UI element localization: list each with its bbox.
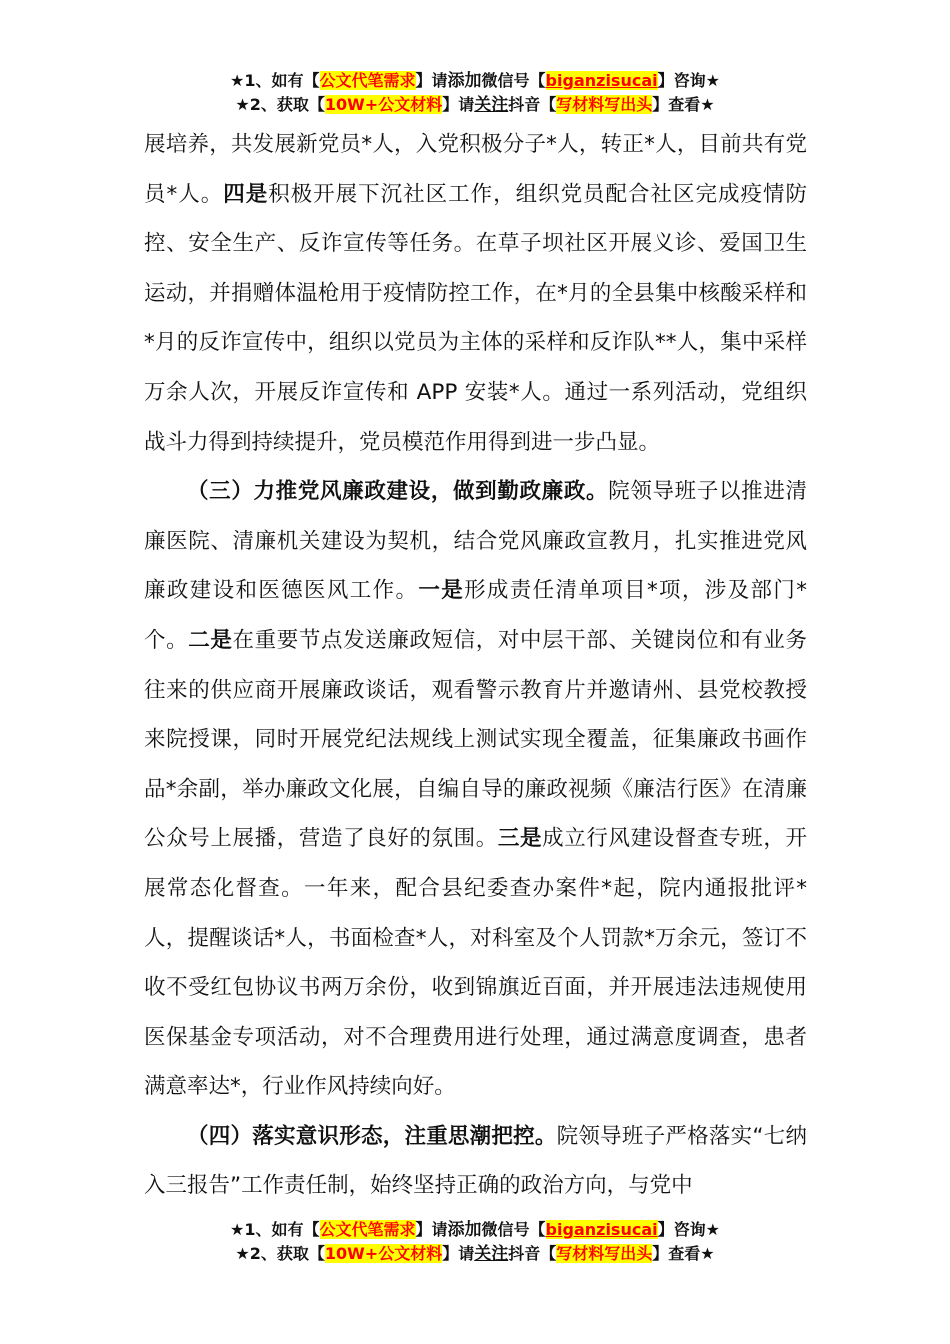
banner-douyin-account: 写材料写出头 bbox=[556, 1244, 653, 1263]
banner-emphasis: 关注 bbox=[474, 95, 509, 115]
text-run: 在重要节点发送廉政短信，对中层干部、关键岗位和有业务往来的供应商开展廉政谈话，观看警示教育片并邀请州、县党校教授来院授课，同时开展党纪法规线上测试实现全覆盖，征集廉政书画作品*余副，举办廉政文化展，自编自导的廉政视频《廉洁行医》在清廉公众号上展播，营造了良好的氛围。 bbox=[144, 627, 807, 852]
text-run: 院领导班子以推进清廉医院、清廉机关建设为契机，结合党风廉政宣教月，扎实推进党风廉政建设和医德医风工作。 bbox=[144, 479, 807, 604]
banner-text: 】请 bbox=[415, 1220, 448, 1239]
bold-text-run: 一是 bbox=[418, 578, 465, 604]
banner-emphasis: 添加 bbox=[447, 1220, 482, 1240]
banner-text: 】请 bbox=[442, 95, 475, 114]
banner-text: ★1、如有【 bbox=[230, 1220, 320, 1239]
paragraph bbox=[144, 467, 807, 1112]
text-run: 形成责任清单项目*项，涉及部门*个。 bbox=[144, 578, 807, 653]
banner-douyin-account: 写材料写出头 bbox=[556, 95, 653, 114]
banner-text: 抖音【 bbox=[508, 1244, 557, 1263]
banner-wechat-id: biganzisucai bbox=[545, 71, 658, 90]
banner-text: 】咨询★ bbox=[657, 1220, 720, 1239]
banner-highlight: 公文代笔需求 bbox=[319, 1220, 416, 1239]
banner-line-2 bbox=[0, 93, 950, 117]
banner-text: 】查看★ bbox=[652, 1244, 715, 1263]
banner-text: 微信号【 bbox=[481, 1220, 546, 1239]
banner-emphasis: 添加 bbox=[447, 71, 482, 91]
banner-text: 】请 bbox=[415, 71, 448, 90]
banner-line-1 bbox=[0, 69, 950, 93]
banner-line-2 bbox=[0, 1242, 950, 1266]
banner-emphasis: 关注 bbox=[474, 1244, 509, 1264]
paragraph bbox=[144, 1112, 807, 1211]
paragraph bbox=[144, 120, 807, 467]
banner-text: 】咨询★ bbox=[657, 71, 720, 90]
bold-text-run: 四是 bbox=[223, 181, 269, 207]
banner-highlight: 公文代笔需求 bbox=[319, 71, 416, 90]
banner-text: ★1、如有【 bbox=[230, 71, 320, 90]
header-banner bbox=[0, 69, 950, 117]
document-body bbox=[144, 120, 807, 1211]
text-run: 展培养，共发展新党员*人，入党积极分子*人，转正*人，目前共有党员*人。 bbox=[144, 132, 807, 207]
banner-text: 微信号【 bbox=[481, 71, 546, 90]
banner-text: ★2、获取【 bbox=[235, 95, 325, 114]
banner-text: ★2、获取【 bbox=[235, 1244, 325, 1263]
bold-text-run: （三）力推党风廉政建设，做到勤政廉政。 bbox=[187, 479, 609, 505]
banner-text: 抖音【 bbox=[508, 95, 557, 114]
bold-text-run: 三是 bbox=[497, 826, 543, 852]
banner-line-1 bbox=[0, 1218, 950, 1242]
banner-text: 】查看★ bbox=[652, 95, 715, 114]
bold-text-run: （四）落实意识形态，注重思潮把控。 bbox=[187, 1123, 557, 1149]
banner-highlight: 10W+公文材料 bbox=[324, 1244, 443, 1263]
banner-text: 】请 bbox=[442, 1244, 475, 1263]
text-run: 成立行风建设督查专班，开展常态化督查。一年来，配合县纪委查办案件*起，院内通报批评*人，提醒谈话*人，书面检查*人，对科室及个人罚款*万余元，签订不收不受红包协议书两万余份，收到锦旗近百面，并开展违法违规使用医保基金专项活动，对不合理费用进行处理，通过满意度调查，患者满意率达*，行业作风持续向好。 bbox=[144, 826, 807, 1100]
text-run: 院领导班子严格落实“七纳入三报告”工作责任制，始终坚持正确的政治方向，与党中 bbox=[144, 1123, 808, 1199]
text-run: 积极开展下沉社区工作，组织党员配合社区完成疫情防控、安全生产、反诈宣传等任务。在草子坝社区开展义诊、爱国卫生运动，并捐赠体温枪用于疫情防控工作，在*月的全县集中核酸采样和*月的反诈宣传中，组织以党员为主体的采样和反诈队**人，集中采样万余人次，开展反诈宣传和 APP 安装*人。通过一系列活动，党组织战斗力得到持续提升，党员模范作用得到进一步凸显。 bbox=[144, 181, 807, 455]
footer-banner bbox=[0, 1218, 950, 1266]
bold-text-run: 二是 bbox=[188, 627, 233, 653]
banner-highlight: 10W+公文材料 bbox=[324, 95, 443, 114]
banner-wechat-id: biganzisucai bbox=[545, 1220, 658, 1239]
